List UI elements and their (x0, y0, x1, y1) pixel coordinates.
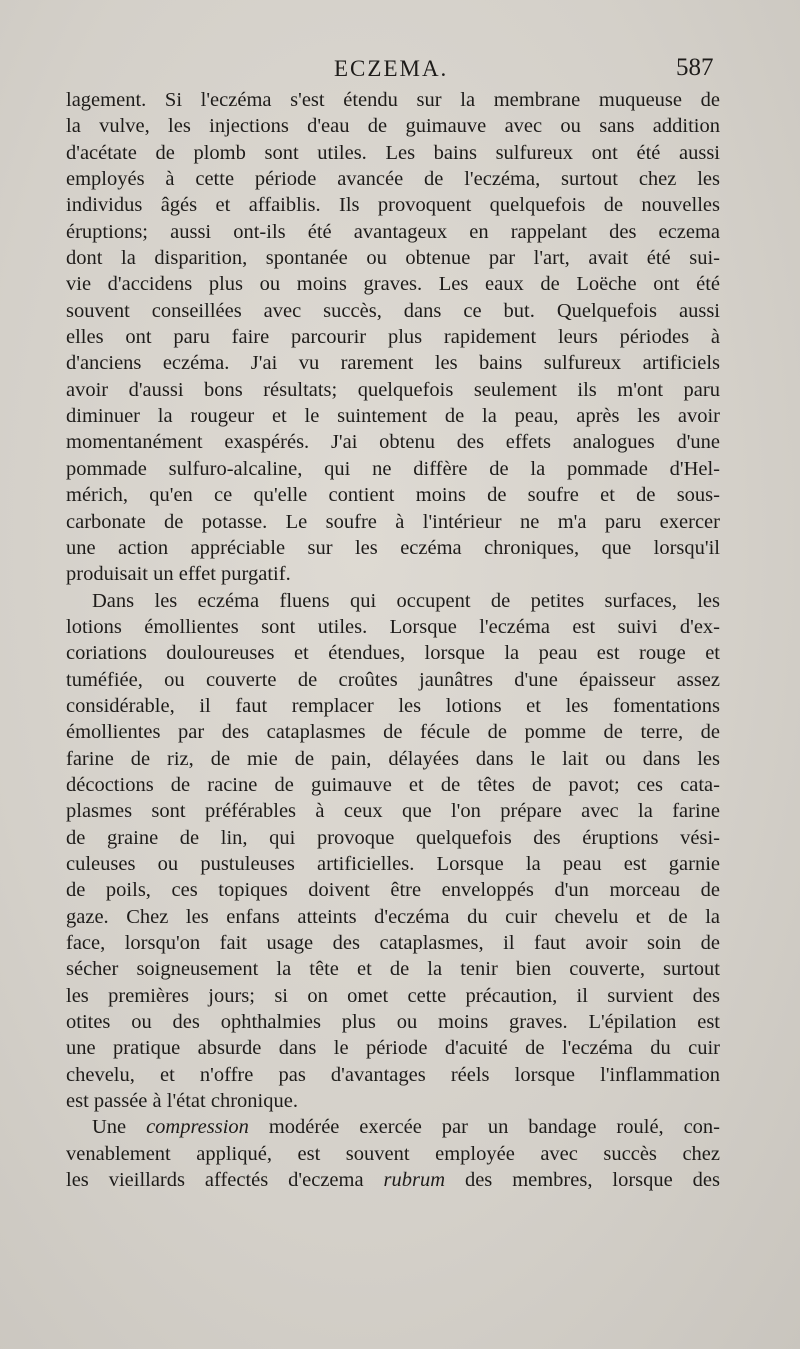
text-segment: vie d'accidens plus ou moins graves. Les eaux de Loëche ont été (66, 273, 720, 296)
text-line (66, 509, 720, 535)
text-line (66, 324, 720, 350)
text-line (66, 640, 720, 666)
text-line (66, 1062, 720, 1088)
text-segment: venablement appliqué, est souvent employée avec succès chez (66, 1142, 720, 1165)
text-line (66, 614, 720, 640)
text-segment: de graine de lin, qui provoque quelquefois des éruptions vési- (66, 826, 720, 849)
text-line (66, 403, 720, 429)
text-line (66, 429, 720, 455)
text-line (66, 1167, 720, 1193)
text-line (66, 87, 720, 113)
text-segment: avoir d'aussi bons résultats; quelquefois seulement ils m'ont paru (66, 378, 720, 401)
text-line (66, 113, 720, 139)
italic-term: rubrum (383, 1169, 446, 1192)
text-line (66, 298, 720, 324)
text-line (66, 535, 720, 561)
text-segment: otites ou des ophthalmies plus ou moins graves. L'épilation est (66, 1011, 720, 1034)
text-line (66, 561, 720, 587)
text-line (66, 1114, 720, 1140)
text-segment: considérable, il faut remplacer les lotions et les fomentations (66, 694, 720, 717)
page-number: 587 (676, 54, 714, 81)
text-segment: les premières jours; si on omet cette précaution, il survient des (66, 984, 720, 1007)
text-line (66, 140, 720, 166)
text-segment: éruptions; aussi ont-ils été avantageux en rappelant des eczema (66, 220, 720, 243)
text-segment: farine de riz, de mie de pain, délayées dans le lait ou dans les (66, 747, 720, 770)
text-segment: la vulve, les injections d'eau de guimauve avec ou sans addition (66, 115, 720, 138)
text-segment: une action appréciable sur les eczéma chroniques, que lorsqu'il (66, 536, 720, 559)
text-segment: employés à cette période avancée de l'eczéma, surtout chez les (66, 168, 720, 191)
running-title: ECZEMA. (334, 56, 449, 81)
text-segment: momentanément exaspérés. J'ai obtenu des effets analogues d'une (66, 431, 720, 454)
text-segment: culeuses ou pustuleuses artificielles. Lorsque la peau est garnie (66, 852, 720, 875)
text-line (66, 877, 720, 903)
text-segment: individus âgés et affaiblis. Ils provoquent quelquefois de nouvelles (66, 194, 720, 217)
text-line (66, 851, 720, 877)
text-line (66, 219, 720, 245)
text-line (66, 456, 720, 482)
text-segment: Une (92, 1116, 147, 1139)
running-head (0, 52, 800, 92)
text-line (66, 271, 720, 297)
text-line (66, 983, 720, 1009)
text-line (66, 746, 720, 772)
text-segment: lagement. Si l'eczéma s'est étendu sur la membrane muqueuse de (66, 89, 720, 111)
text-line (66, 166, 720, 192)
text-line (66, 1088, 720, 1114)
text-segment: tuméfiée, ou couverte de croûtes jaunâtres d'une épaisseur assez (66, 668, 720, 691)
text-segment: gaze. Chez les enfans atteints d'eczéma du cuir chevelu et de la (66, 905, 720, 928)
text-segment: elles ont paru faire parcourir plus rapidement leurs périodes à (66, 326, 720, 349)
text-line (66, 1009, 720, 1035)
text-segment: souvent conseillées avec succès, dans ce but. Quelquefois aussi (66, 299, 720, 322)
text-line (66, 667, 720, 693)
text-line (66, 1141, 720, 1167)
text-segment: diminuer la rougeur et le suintement de la peau, après les avoir (66, 405, 720, 428)
text-line (66, 825, 720, 851)
text-segment: pommade sulfuro-alcaline, qui ne diffère de la pommade d'Hel- (66, 457, 720, 480)
text-segment: d'acétate de plomb sont utiles. Les bains sulfureux ont été aussi (66, 141, 720, 164)
text-line (66, 482, 720, 508)
text-line (66, 956, 720, 982)
text-segment: plasmes sont préférables à ceux que l'on prépare avec la farine (66, 800, 720, 823)
italic-term: compression (146, 1116, 249, 1139)
text-segment: sécher soigneusement la tête et de la tenir bien couverte, surtout (66, 958, 720, 981)
text-segment: d'anciens eczéma. J'ai vu rarement les bains sulfureux artificiels (66, 352, 720, 375)
text-segment: coriations douloureuses et étendues, lorsque la peau est rouge et (66, 642, 720, 665)
text-segment: produisait un effet purgatif. (66, 563, 291, 586)
text-line (66, 588, 720, 614)
text-segment: décoctions de racine de guimauve et de têtes de pavot; ces cata- (66, 773, 720, 796)
text-line (66, 904, 720, 930)
text-segment: les vieillards affectés d'eczema (66, 1169, 384, 1192)
text-segment: chevelu, et n'offre pas d'avantages réels lorsque l'inflammation (66, 1063, 720, 1086)
text-segment: des membres, lorsque des (445, 1169, 720, 1192)
text-line (66, 798, 720, 824)
text-line (66, 719, 720, 745)
text-segment: mérich, qu'en ce qu'elle contient moins de soufre et de sous- (66, 484, 720, 507)
text-line (66, 350, 720, 376)
text-segment: de poils, ces topiques doivent être enveloppés d'un morceau de (66, 879, 720, 902)
body-text (66, 87, 720, 1193)
text-segment: modérée exercée par un bandage roulé, con- (248, 1116, 720, 1139)
text-line (66, 772, 720, 798)
text-segment: émollientes par des cataplasmes de fécule de pomme de terre, de (66, 721, 720, 744)
text-line (66, 377, 720, 403)
text-line (66, 245, 720, 271)
text-segment: une pratique absurde dans le période d'acuité de l'eczéma du cuir (66, 1037, 720, 1060)
text-segment: Dans les eczéma fluens qui occupent de petites surfaces, les (92, 589, 720, 612)
text-line (66, 1035, 720, 1061)
text-line (66, 693, 720, 719)
text-line (66, 192, 720, 218)
text-segment: lotions émollientes sont utiles. Lorsque l'eczéma est suivi d'ex- (66, 615, 720, 638)
text-segment: est passée à l'état chronique. (66, 1090, 298, 1113)
text-line (66, 930, 720, 956)
text-segment: carbonate de potasse. Le soufre à l'intérieur ne m'a paru exercer (66, 510, 720, 533)
text-segment: face, lorsqu'on fait usage des cataplasmes, il faut avoir soin de (66, 932, 720, 954)
text-segment: dont la disparition, spontanée ou obtenue par l'art, avait été sui- (66, 247, 720, 270)
